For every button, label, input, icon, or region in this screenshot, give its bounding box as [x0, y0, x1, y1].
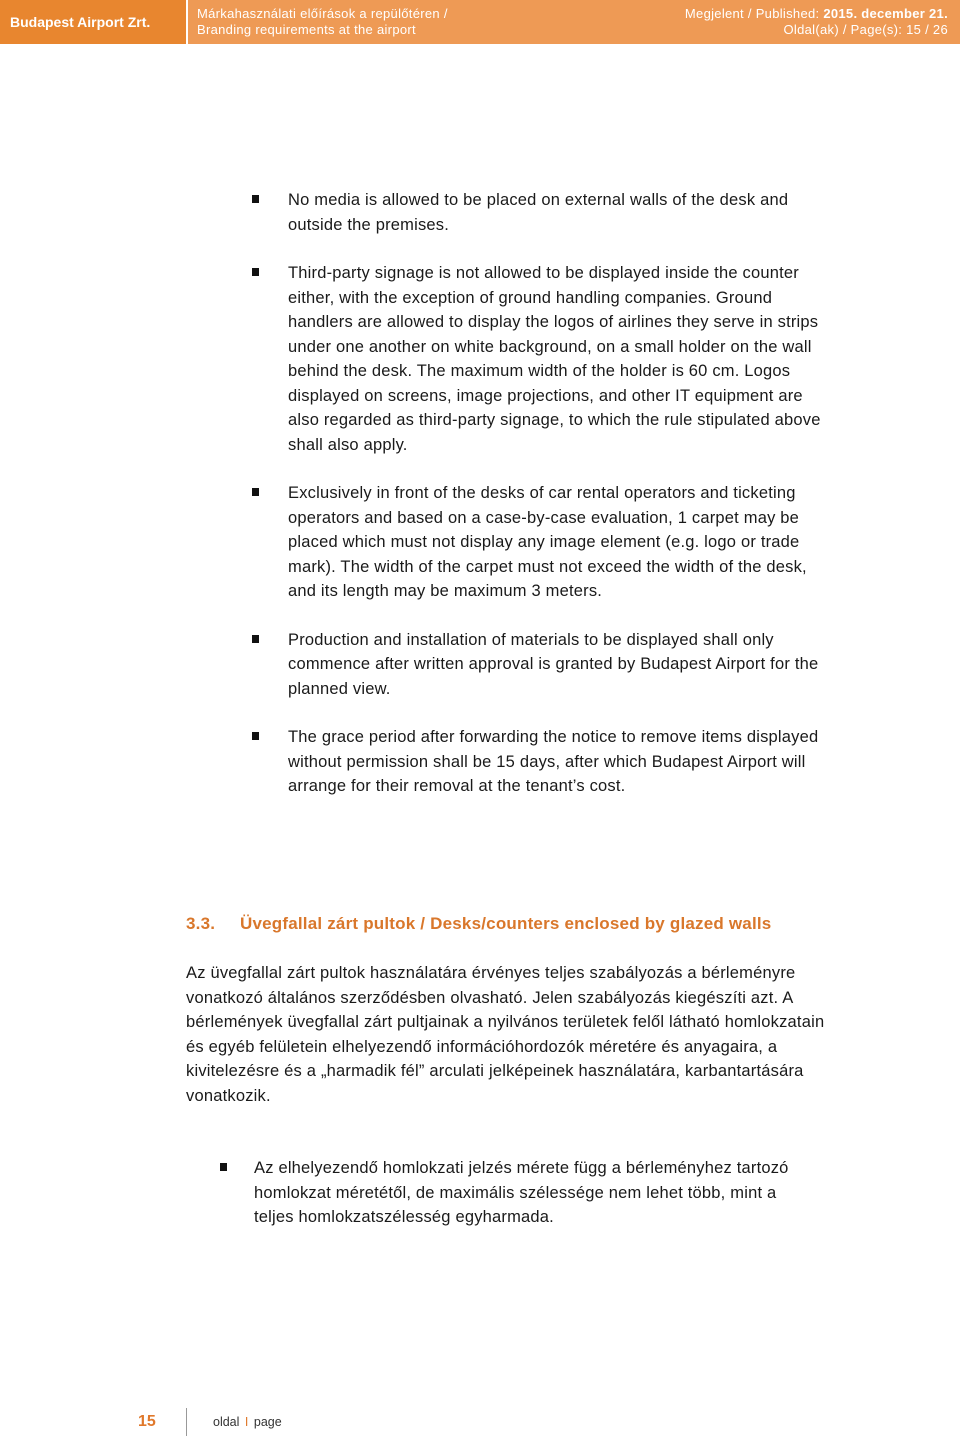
- page-info: Oldal(ak) / Page(s): 15 / 26: [783, 22, 948, 37]
- published-label: Megjelent / Published:: [684, 6, 820, 21]
- document-meta: [630, 0, 960, 44]
- document-title: [188, 0, 630, 44]
- list-item: [252, 481, 832, 604]
- footer-label-hu: oldal: [213, 1415, 240, 1429]
- list-item: [252, 261, 832, 457]
- company-name: Budapest Airport Zrt.: [0, 0, 186, 44]
- page-header: [0, 0, 960, 44]
- list-item-text: Production and installation of materials to be displayed shall only commence after written approval is granted by Budapest Airport for the planned view.: [288, 630, 819, 698]
- footer-separator: I: [244, 1415, 249, 1429]
- page-footer: [138, 1408, 282, 1436]
- section-paragraph: Az üvegfallal zárt pultok használatára érvényes teljes szabályozás a bérleményre vonatkozó általános szerződésben olvasható. Jelen szabályozás kiegészíti azt. A bérlemények üvegfallal zárt pultjainak a nyilvános területek felől látható homlokzatain és egyéb felületein elhelyezendő információhordozók méretére és anyagaira, a kivitelezésre és a „harmadik fél” arculati jelképeinek használatára, karbantartására vonatkozik.: [186, 964, 825, 1105]
- square-bullet-icon: [252, 635, 259, 643]
- square-bullet-icon: [252, 488, 259, 496]
- list-item: [252, 725, 832, 799]
- list-item-text: The grace period after forwarding the notice to remove items displayed without permission shall be 15 days, after which Budapest Airport will arrange for their removal at the tenant’s cost.: [288, 728, 819, 795]
- list-item: [252, 188, 832, 237]
- footer-divider: [186, 1408, 187, 1436]
- list-item-text: Az elhelyezendő homlokzati jelzés mérete függ a bérleményhez tartozó homlokzat méretétől, de maximális szélessége nem lehet több, mint a teljes homlokzatszélesség egyharmada.: [254, 1159, 789, 1226]
- square-bullet-icon: [252, 195, 259, 203]
- square-bullet-icon: [252, 268, 259, 276]
- list-item: [252, 628, 832, 702]
- section-number: 3.3.: [186, 914, 216, 933]
- square-bullet-icon: [220, 1163, 227, 1171]
- document-title-hu: Márkahasználati előírások a repülőtéren /: [197, 6, 448, 21]
- list-item: [220, 1156, 820, 1230]
- footer-label: [213, 1415, 282, 1429]
- section-rules-list: [220, 1156, 820, 1230]
- list-item-text: No media is allowed to be placed on external walls of the desk and outside the premises.: [288, 191, 789, 234]
- document-title-en: Branding requirements at the airport: [197, 22, 416, 37]
- section-heading: [186, 914, 886, 934]
- section-title: Üvegfallal zárt pultok / Desks/counters enclosed by glazed walls: [240, 914, 772, 933]
- footer-label-en: page: [253, 1415, 282, 1429]
- list-item-text: Exclusively in front of the desks of car rental operators and ticketing operators and based on a case-by-case evaluation, 1 carpet may be placed which must not display any image element (e.g. logo or trade mark). The width of the carpet must not exceed the width of the desk, and its length may be maximum 3 meters.: [288, 484, 807, 600]
- rules-list: [252, 188, 832, 823]
- published-line: [685, 6, 948, 22]
- published-date: 2015. december 21.: [823, 6, 948, 21]
- square-bullet-icon: [252, 732, 259, 740]
- page-number: 15: [138, 1413, 156, 1430]
- list-item-text: Third-party signage is not allowed to be displayed inside the counter either, with the exception of ground handling companies. Ground handlers are allowed to display the logos of airlines they serve in strips under one another on white background, on a small holder on the wall behind the desk. The maximum width of the holder is 60 cm. Logos displayed on screens, image projections, and other IT equipment are also regarded as third-party signage, to which the rule stipulated above shall also apply.: [288, 264, 821, 454]
